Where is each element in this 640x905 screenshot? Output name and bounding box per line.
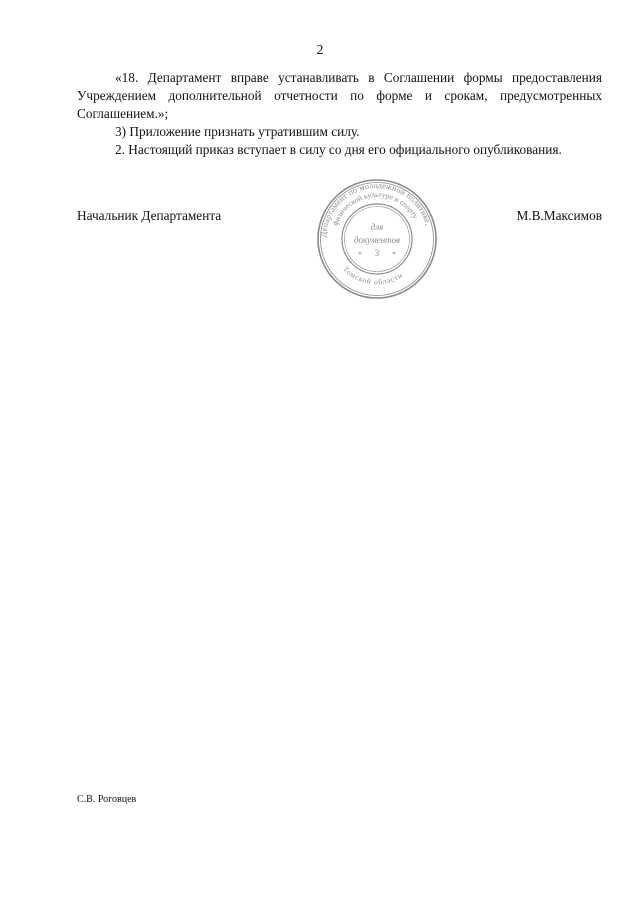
svg-text:Томской области — [341, 264, 404, 286]
stamp-outer-bottom-text: Томской области — [341, 264, 405, 287]
stamp-star-right: * — [392, 250, 396, 259]
stamp-outer-top-text: Департамент по молодежной политике, — [318, 180, 433, 238]
paragraph-appendix: 3) Приложение признать утратившим силу. — [115, 124, 360, 139]
stamp-center-number: 3 — [374, 248, 380, 258]
executor-name: С.В. Роговцев — [77, 794, 137, 805]
signatory-name: М.В.Максимов — [516, 208, 602, 223]
seal-stamp — [315, 177, 439, 301]
stamp-center-middle: документов — [353, 235, 401, 245]
document-body — [77, 69, 602, 159]
stamp-outer-middle-text: физической культуре и спорту — [330, 189, 421, 227]
stamp-star-left: * — [358, 250, 362, 259]
paragraph-point-18: «18. Департамент вправе устанавливать в Соглашении формы предоставления Учреждением дополнительной отчетности по форме и срокам, предусмотренных Соглашением.»; — [77, 70, 602, 121]
paragraph-effective: 2. Настоящий приказ вступает в силу со дня его официального опубликования. — [115, 142, 562, 157]
page-number: 2 — [316, 43, 324, 58]
stamp-center-top: для — [370, 222, 384, 232]
signatory-position: Начальник Департамента — [77, 208, 222, 223]
